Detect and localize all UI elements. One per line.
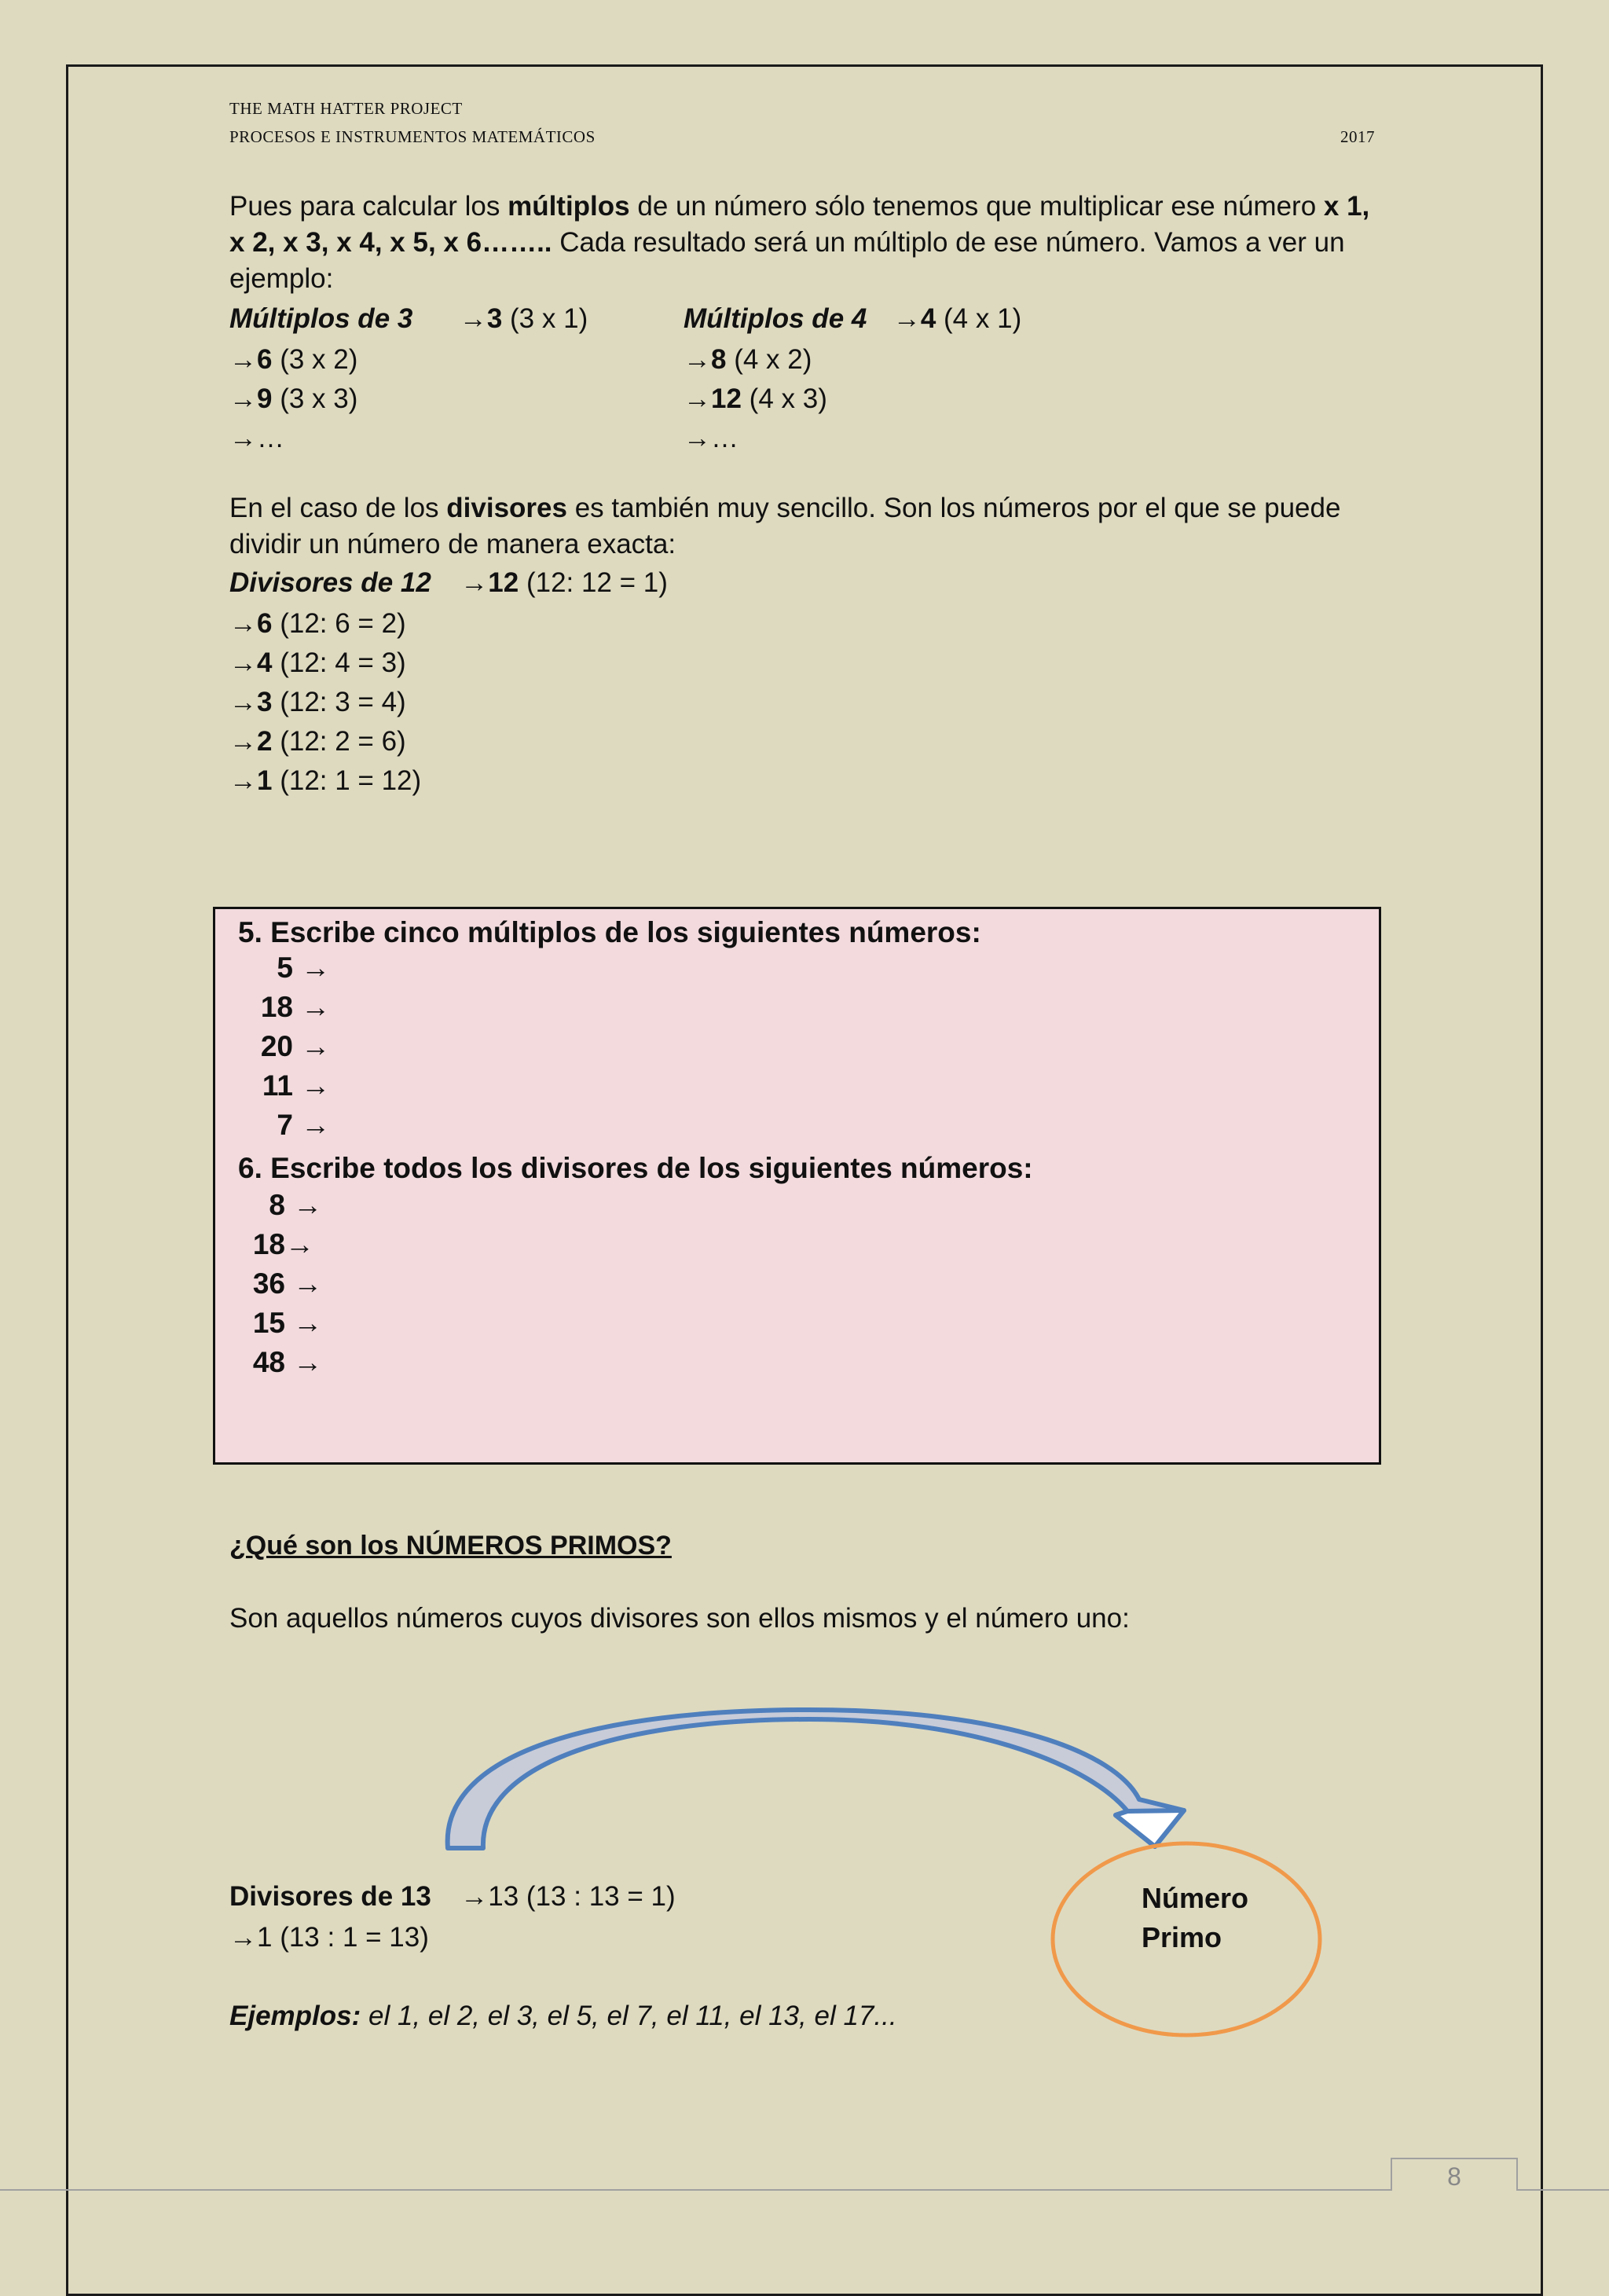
right-arrow-icon: → [229,344,257,375]
exercise-6-item[interactable]: 15 → [252,1307,323,1339]
exercise-5-item[interactable]: 11 → [262,1069,331,1102]
right-arrow-icon: → [301,1030,331,1062]
exercise-6-item[interactable]: 36 → [252,1267,323,1300]
list-item: →8 (4 x 2) [684,344,812,375]
exercise-5-item[interactable]: 18 → [260,991,331,1023]
right-arrow-icon: → [301,1069,331,1102]
header-subject: PROCESOS E INSTRUMENTOS MATEMÁTICOS [229,127,596,146]
right-arrow-icon: → [460,1881,489,1912]
exercise-5-title: 5. Escribe cinco múltiplos de los siguientes números: [238,916,981,948]
list-item: →9 (3 x 3) [229,383,358,414]
header-project: THE MATH HATTER PROJECT [229,99,463,118]
exercise-6-item[interactable]: 8 → [269,1189,323,1221]
right-arrow-icon: → [684,344,711,375]
list-item: →2 (12: 2 = 6) [229,726,406,757]
multiplos-3-heading-row: Múltiplos de 3 →3 (3 x 1) [229,303,588,334]
list-item: →12 (4 x 3) [684,383,827,414]
right-arrow-icon: → [293,1267,323,1300]
multiplos-4-heading-row: Múltiplos de 4 →4 (4 x 1) [684,303,1022,334]
right-arrow-icon: → [285,1228,314,1260]
page-number: 8 [1447,2162,1461,2191]
exercise-6-item[interactable]: 18→ [252,1228,314,1260]
right-arrow-icon: → [892,303,921,334]
right-arrow-icon: → [684,423,711,453]
header-year: 2017 [1340,127,1375,146]
multiplos-4-heading: Múltiplos de 4 [684,303,867,334]
curved-arrow-icon [448,1710,1184,1848]
primos-definition: Son aquellos números cuyos divisores son ellos mismos y el número uno: [229,1603,1130,1634]
right-arrow-icon: → [293,1189,323,1221]
right-arrow-icon: → [229,1922,257,1953]
multiplos-3-heading: Múltiplos de 3 [229,303,413,334]
exercise-6-title: 6. Escribe todos los divisores de los siguientes números: [238,1152,1033,1184]
numero-primo-line2: Primo [1142,1921,1222,1953]
list-item: →… [229,423,284,453]
right-arrow-icon: → [684,383,711,414]
right-arrow-icon: → [293,1307,323,1339]
divisores-13-heading: Divisores de 13 [229,1881,431,1912]
list-item: →6 (3 x 2) [229,344,358,375]
divisores-12-heading: Divisores de 12 [229,567,431,598]
list-item: →6 (12: 6 = 2) [229,608,406,639]
right-arrow-icon: → [229,765,257,796]
list-item: →1 (13 : 1 = 13) [229,1922,429,1953]
list-item: →1 (12: 1 = 12) [229,765,422,796]
right-arrow-icon: → [301,991,331,1023]
right-arrow-icon: → [459,303,487,334]
arrow-head [1116,1810,1184,1847]
numero-primo-line1: Número [1142,1882,1249,1914]
primos-title: ¿Qué son los NÚMEROS PRIMOS? [229,1531,672,1561]
right-arrow-icon: → [229,383,257,414]
exercise-5-item[interactable]: 7 → [277,1109,331,1141]
multiplos-intro: Pues para calcular los múltiplos de un número sólo tenemos que multiplicar ese número x 1, x 2, x 3, x 4, x 5, x 6…….. Cada resultado será un múltiplo de ese número. Vamos a ver un ejemplo: [229,191,1370,294]
primos-examples: Ejemplos: el 1, el 2, el 3, el 5, el 7, el 11, el 13, el 17... [229,2001,897,2031]
divisores-12-heading-row: Divisores de 12 →12 (12: 12 = 1) [229,567,668,598]
right-arrow-icon: → [229,647,257,678]
right-arrow-icon: → [229,726,257,757]
divisores-intro: En el caso de los divisores es también muy sencillo. Son los números por el que se puede dividir un número de manera exacta: [229,493,1341,559]
right-arrow-icon: → [229,423,257,453]
right-arrow-icon: → [301,952,331,984]
right-arrow-icon: → [301,1109,331,1141]
exercise-5-item[interactable]: 20 → [260,1030,331,1062]
list-item: →4 (12: 4 = 3) [229,647,406,678]
footer-line [0,2189,1609,2191]
divisores-13-heading-row: Divisores de 13 →13 (13 : 13 = 1) [229,1881,676,1912]
right-arrow-icon: → [229,687,257,717]
right-arrow-icon: → [460,567,489,598]
right-arrow-icon: → [293,1346,323,1378]
exercise-5-item[interactable]: 5 → [277,952,331,984]
list-item: →3 (12: 3 = 4) [229,687,406,717]
right-arrow-icon: → [229,608,257,639]
list-item: →… [684,423,739,453]
exercise-6-item[interactable]: 48 → [252,1346,323,1378]
